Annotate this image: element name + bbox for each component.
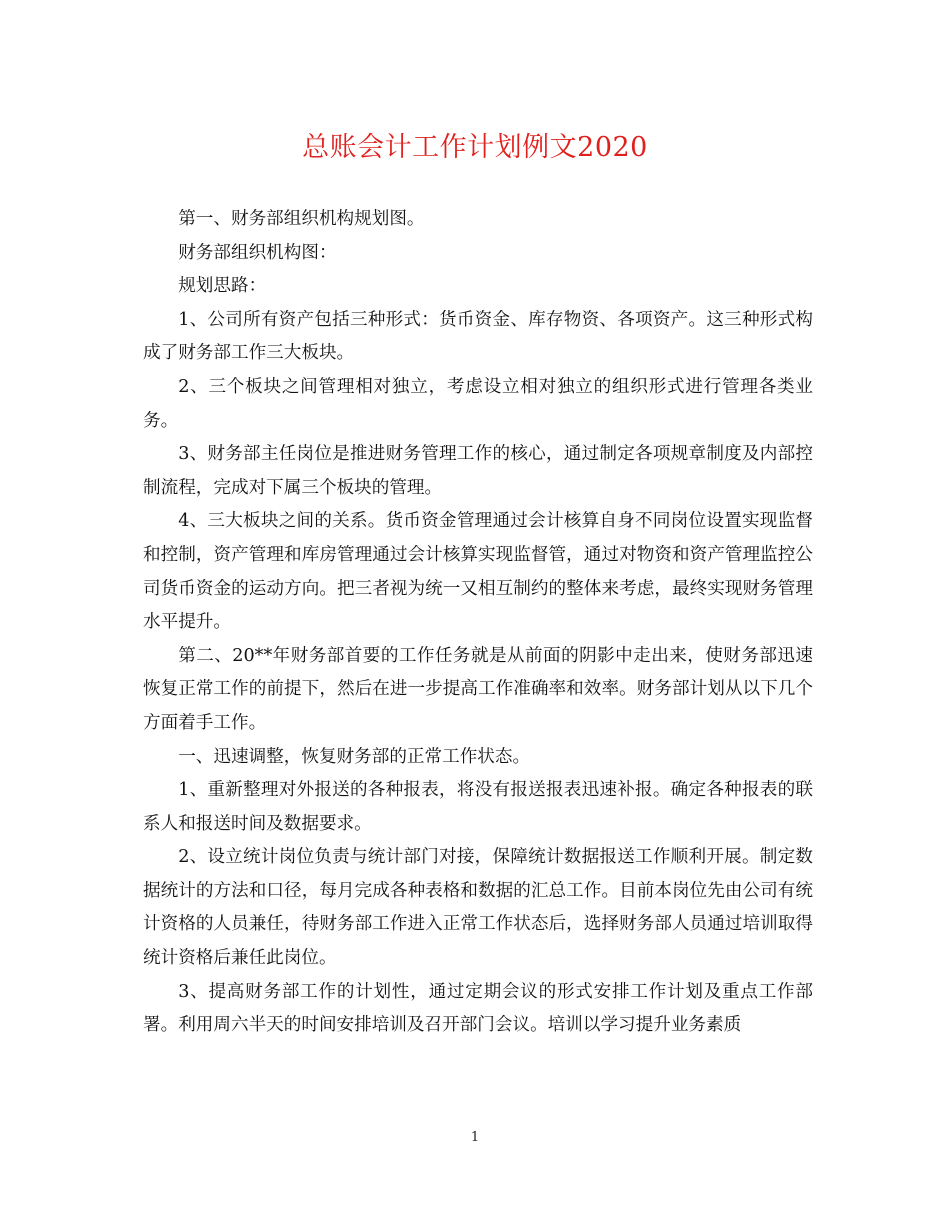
paragraph: 规划思路：	[178, 276, 267, 297]
paragraph: 3、财务部主任岗位是推进财务管理工作的核心，通过制定各项规章制度及内部控制流程，完成对下属三个板块的管理。	[143, 444, 813, 498]
paragraph: 2、三个板块之间管理相对独立，考虑设立相对独立的组织形式进行管理各类业务。	[143, 376, 813, 431]
paragraph: 2、设立统计岗位负责与统计部门对接，保障统计数据报送工作顺利开展。制定数据统计的方法和口径，每月完成各种表格和数据的汇总工作。目前本岗位先由公司有统计资格的人员兼任，待财务部工作进入正常工作状态后，选择财务部人员通过培训取得统计资格后兼任此岗位。	[143, 847, 813, 969]
page-number: 1	[470, 1130, 480, 1145]
document-body	[143, 203, 813, 1043]
paragraph: 1、公司所有资产包括三种形式：货币资金、库存物资、各项资产。这三种形式构成了财务部工作三大板块。	[143, 309, 813, 364]
document-title: 总账会计工作计划例文2020	[302, 132, 648, 163]
paragraph: 1、重新整理对外报送的各种报表，将没有报送报表迅速补报。确定各种报表的联系人和报送时间及数据要求。	[143, 780, 813, 834]
paragraph: 4、三大板块之间的关系。货币资金管理通过会计核算自身不同岗位设置实现监督和控制，资产管理和库房管理通过会计核算实现监督管，通过对物资和资产管理监控公司货币资金的运动方向。把三者视为统一又相互制约的整体来考虑，最终实现财务管理水平提升。	[143, 511, 813, 633]
paragraph: 第一、财务部组织机构规划图。	[178, 209, 425, 229]
paragraph: 3、提高财务部工作的计划性，通过定期会议的形式安排工作计划及重点工作部署。利用周六半天的时间安排培训及召开部门会议。培训以学习提升业务素质	[143, 981, 813, 1036]
paragraph: 第二、20**年财务部首要的工作任务就是从前面的阴影中走出来，使财务部迅速恢复正常工作的前提下，然后在进一步提高工作准确率和效率。财务部计划从以下几个方面着手工作。	[143, 645, 813, 733]
paragraph: 一、迅速调整，恢复财务部的正常工作状态。	[178, 746, 531, 767]
paragraph: 财务部组织机构图：	[178, 242, 337, 263]
